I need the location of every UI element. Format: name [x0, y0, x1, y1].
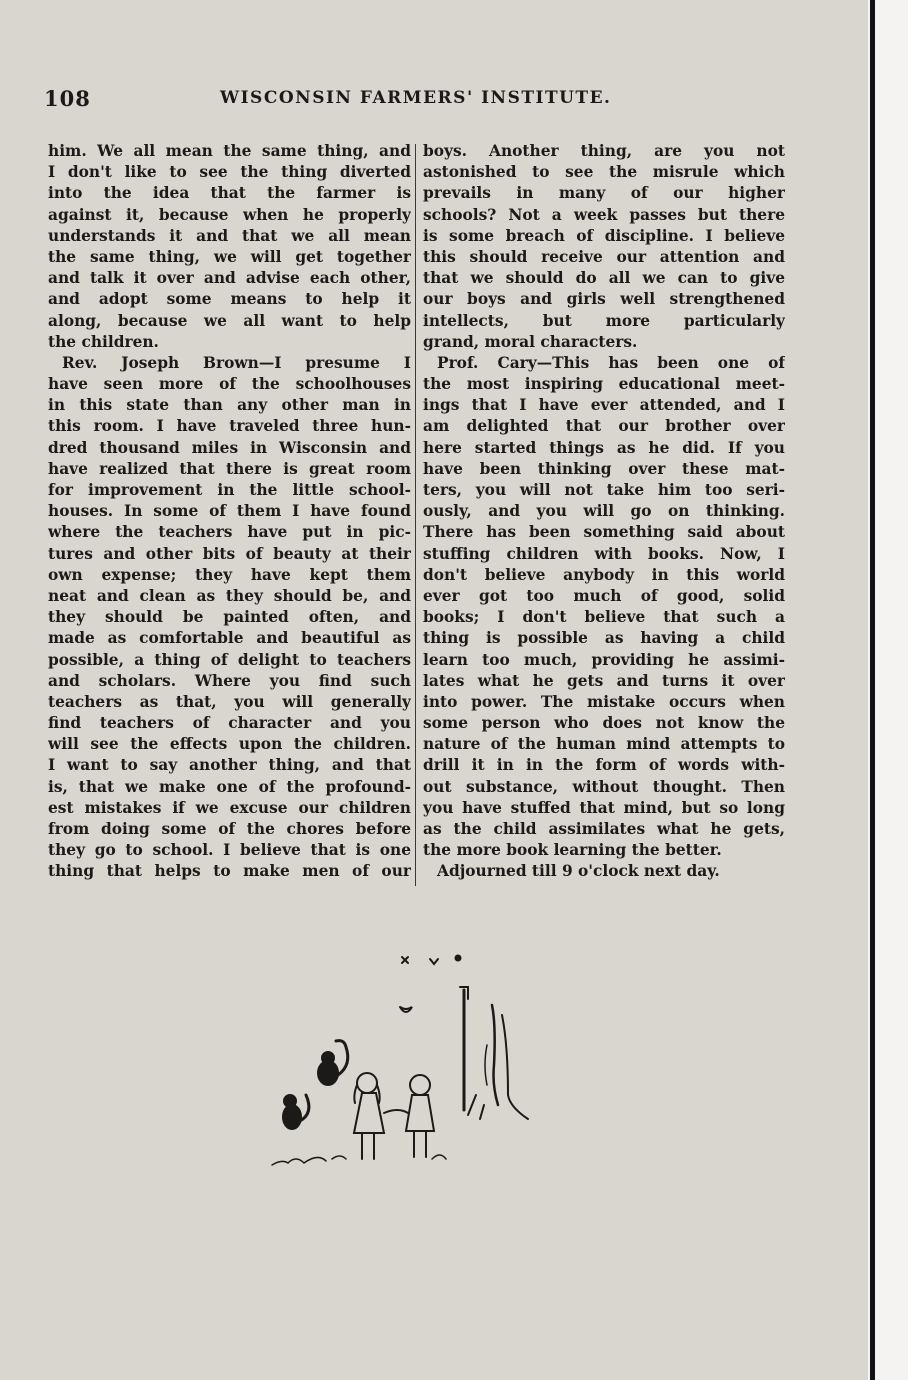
left-column-line: along, because we all want to help: [48, 311, 411, 330]
right-column-line: astonished to see the misrule which: [423, 163, 785, 182]
left-column-line: tures and other bits of beauty at their: [48, 544, 411, 563]
left-column-line: houses. In some of them I have found: [48, 502, 411, 521]
column-divider: [415, 144, 416, 886]
page-number: 108: [44, 86, 91, 111]
left-column-line: from doing some of the chores before: [48, 820, 411, 838]
left-column-line: they go to school. I believe that is one: [48, 841, 411, 860]
right-column-line: learn too much, providing he assimi-: [423, 650, 785, 669]
left-column-line: is, that we make one of the profound-: [48, 777, 411, 796]
right-column-line: that we should do all we can to give: [423, 269, 785, 288]
right-column-line: lates what he gets and turns it over: [423, 671, 785, 690]
right-column-line: There has been something said about: [423, 523, 785, 542]
right-column-line: the most inspiring educational meet-: [423, 375, 785, 394]
left-column-line: find teachers of character and you: [48, 714, 411, 733]
right-column-line: into power. The mistake occurs when: [423, 692, 785, 711]
right-column-line: some person who does not know the: [423, 714, 785, 733]
right-column-line: out substance, without thought. Then: [423, 777, 785, 796]
left-column-line: will see the effects upon the children.: [48, 735, 411, 754]
children-in-woods-illustration: [262, 945, 572, 1175]
right-column-line: is some breach of discipline. I believe: [423, 226, 785, 245]
right-column-line: grand, moral characters.: [423, 332, 638, 351]
left-column-line: for improvement in the little school-: [48, 481, 411, 499]
right-column-line: am delighted that our brother over: [423, 417, 785, 436]
left-column-line: own expense; they have kept them: [48, 565, 411, 584]
right-column-line: nature of the human mind attempts to: [423, 735, 785, 754]
right-column-line: stuffing children with books. Now, I: [423, 544, 785, 563]
left-column-line: and scholars. Where you find such: [48, 671, 411, 690]
left-column-line: made as comfortable and beautiful as: [48, 629, 411, 648]
left-column-line: est mistakes if we excuse our children: [48, 798, 411, 817]
left-column-line: and adopt some means to help it: [48, 290, 411, 309]
left-column-line: have realized that there is great room: [48, 459, 411, 478]
right-column-line: books; I don't believe that such a: [423, 608, 785, 627]
right-text-column: [423, 141, 785, 883]
right-column-line: Prof. Cary—This has been one of: [437, 353, 785, 372]
right-column-line: ously, and you will go on thinking.: [423, 502, 785, 521]
left-column-line: this room. I have traveled three hun-: [48, 417, 411, 436]
spine-edge-line: [870, 0, 875, 1380]
left-column-line: have seen more of the schoolhouses: [48, 375, 411, 394]
right-column-line: have been thinking over these mat-: [423, 459, 785, 478]
left-column-line: Rev. Joseph Brown—I presume I: [62, 353, 411, 372]
right-column-line: intellects, but more particularly: [423, 311, 785, 330]
right-column-line: ever got too much of good, solid: [423, 586, 785, 605]
right-column-line: here started things as he did. If you: [423, 438, 785, 457]
right-column-line: our boys and girls well strengthened: [423, 290, 785, 309]
left-column-line: neat and clean as they should be, and: [48, 586, 411, 605]
right-column-line: thing is possible as having a child: [423, 629, 785, 648]
left-column-line: the children.: [48, 332, 159, 351]
right-column-line: Adjourned till 9 o'clock next day.: [437, 862, 720, 881]
left-column-line: possible, a thing of delight to teachers: [48, 650, 411, 669]
right-column-line: you have stuffed that mind, but so long: [423, 798, 785, 817]
left-column-line: against it, because when he properly: [48, 205, 411, 224]
right-column-line: ters, you will not take him too seri-: [423, 481, 785, 499]
running-title: WISCONSIN FARMERS' INSTITUTE.: [220, 88, 612, 108]
left-column-line: the same thing, we will get together: [48, 247, 411, 266]
left-text-column: [48, 141, 411, 883]
right-column-line: schools? Not a week passes but there: [423, 205, 785, 224]
right-column-line: don't believe anybody in this world: [423, 565, 785, 584]
right-column-line: ings that I have ever attended, and I: [423, 396, 785, 415]
right-column-line: boys. Another thing, are you not: [423, 142, 785, 160]
left-column-line: and talk it over and advise each other,: [48, 269, 411, 288]
left-column-line: in this state than any other man in: [48, 396, 411, 415]
left-column-line: where the teachers have put in pic-: [48, 523, 411, 542]
right-column-line: the more book learning the better.: [423, 841, 722, 860]
left-column-line: I want to say another thing, and that: [48, 756, 411, 775]
right-column-line: as the child assimilates what he gets,: [423, 820, 785, 838]
page-header: [44, 86, 624, 116]
left-column-line: him. We all mean the same thing, and: [48, 142, 411, 160]
left-column-line: thing that helps to make men of our: [48, 862, 411, 881]
left-column-line: I don't like to see the thing diverted: [48, 163, 411, 182]
left-column-line: into the idea that the farmer is: [48, 184, 411, 203]
left-column-line: understands it and that we all mean: [48, 226, 411, 245]
right-column-line: drill it in in the form of words with-: [423, 756, 785, 775]
left-column-line: dred thousand miles in Wisconsin and: [48, 438, 411, 457]
left-column-line: they should be painted often, and: [48, 608, 411, 627]
right-column-line: this should receive our attention and: [423, 247, 785, 266]
right-column-line: prevails in many of our higher: [423, 184, 785, 203]
left-column-line: teachers as that, you will generally: [48, 692, 411, 711]
